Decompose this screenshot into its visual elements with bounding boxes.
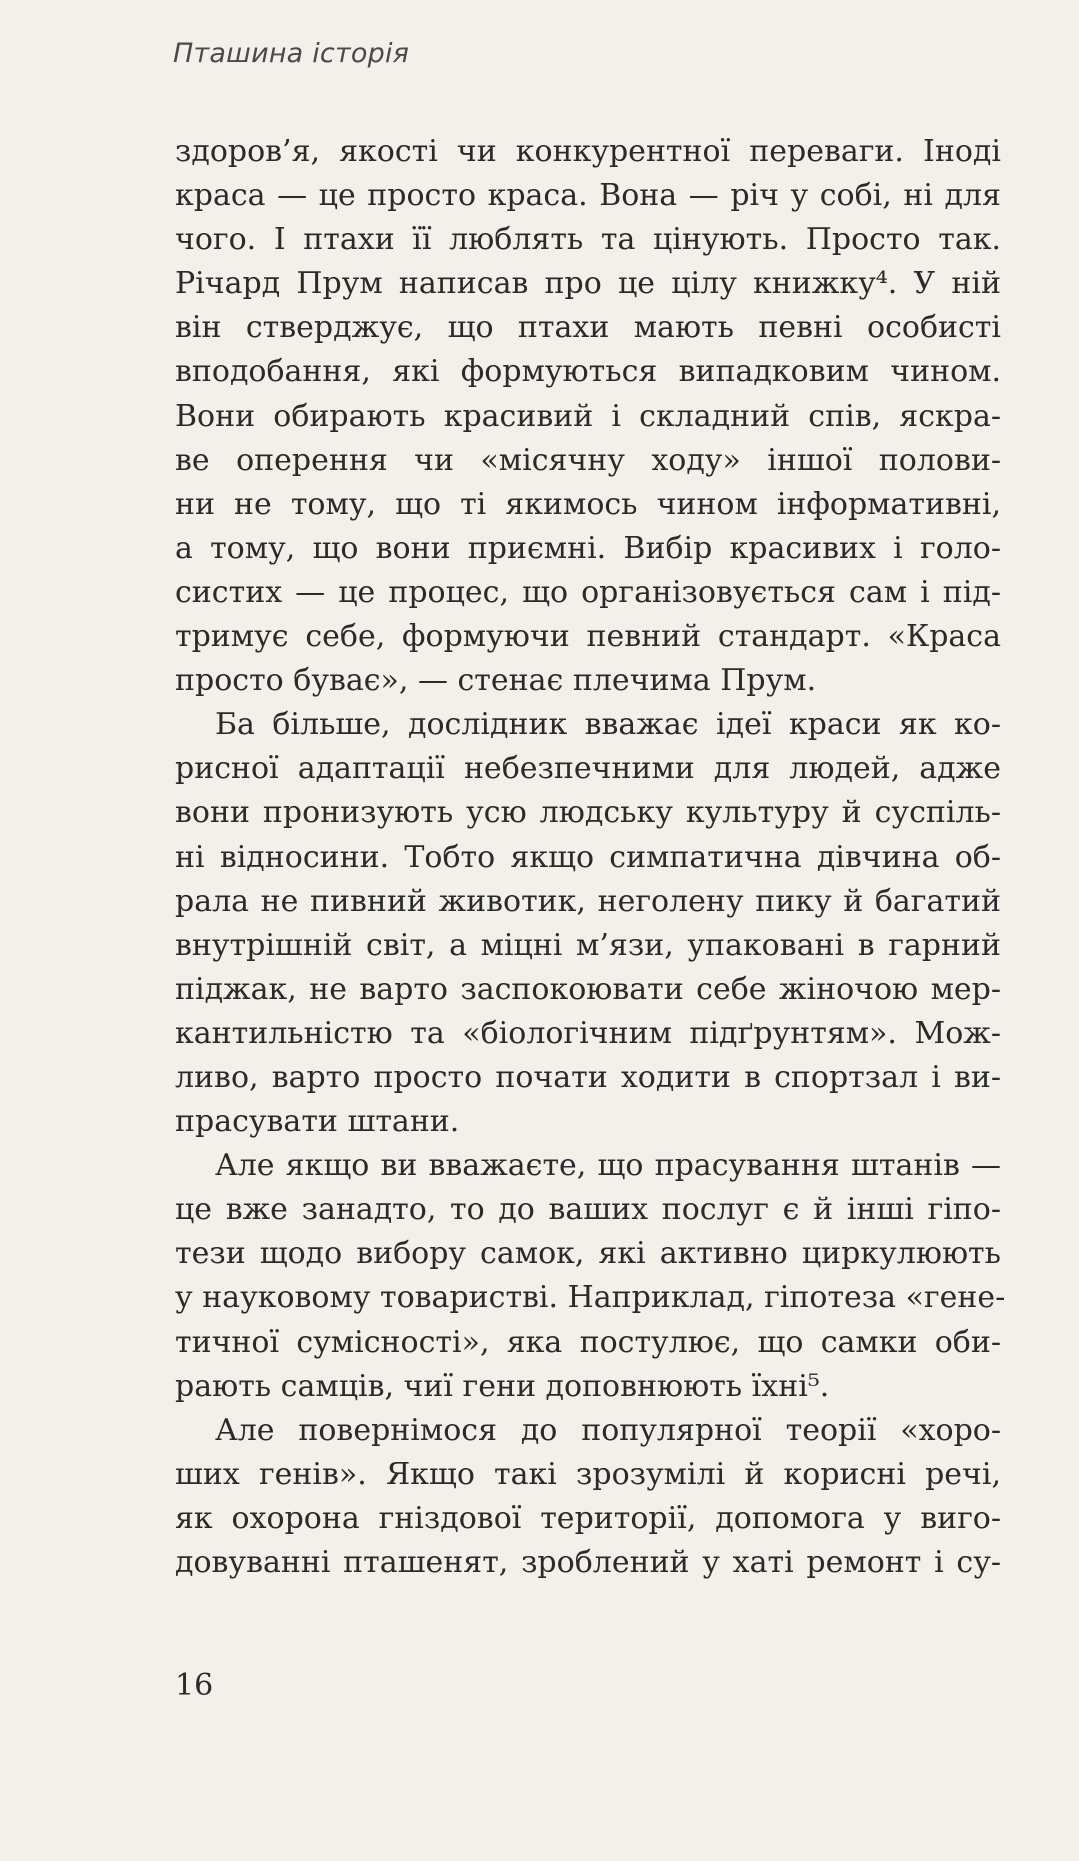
text-line: краса — це просто краса. Вона — річ у собі, ні для bbox=[175, 178, 1001, 214]
text-line: тичної сумісності», яка постулює, що самки оби- bbox=[175, 1324, 1001, 1360]
text-line: рала не пивний животик, неголену пику й багатий bbox=[175, 883, 1001, 919]
text-line: рисної адаптації небезпечними для людей, адже bbox=[175, 751, 1001, 787]
text-line: просто буває», — стенає плечима Прум. bbox=[175, 663, 817, 699]
text-line: тримує себе, формуючи певний стандарт. «Краса bbox=[175, 619, 1001, 655]
text-line: вони пронизують усю людську культуру й суспіль- bbox=[175, 795, 1001, 831]
text-line: Але якщо ви вважаєте, що прасування штанів — bbox=[215, 1148, 1001, 1184]
text-line: Вони обирають красивий і складний спів, яскра- bbox=[175, 398, 1001, 434]
text-line: ве оперення чи «місячну ходу» іншої полови- bbox=[175, 442, 1001, 478]
text-line: тези щодо вибору самок, які активно циркулюють bbox=[175, 1236, 1001, 1272]
text-line: довуванні пташенят, зроблений у хаті ремонт і су- bbox=[175, 1545, 1001, 1580]
text-line: здоров’я, якості чи конкурентної переваги. Іноді bbox=[175, 134, 1001, 169]
text-line: ших генів». Якщо такі зрозумілі й корисні речі, bbox=[175, 1456, 1001, 1492]
text-line: Але повернімося до популярної теорії «хоро- bbox=[215, 1412, 1001, 1448]
running-head-title: Пташина історія bbox=[173, 38, 410, 69]
page-number: 16 bbox=[175, 1668, 214, 1703]
text-line: систих — це процес, що організовується сам і під- bbox=[175, 574, 1001, 610]
text-line: Ба більше, дослідник вважає ідеї краси як ко- bbox=[215, 707, 1001, 743]
text-line: у науковому товаристві. Наприклад, гіпотеза «гене- bbox=[175, 1280, 1006, 1316]
text-line: рають самців, чиї гени доповнюють їхні⁵. bbox=[175, 1368, 830, 1404]
text-line: це вже занадто, то до ваших послуг є й інші гіпо- bbox=[175, 1192, 1001, 1228]
text-line: прасувати штани. bbox=[175, 1104, 460, 1140]
text-line: кантильністю та «біологічним підґрунтям». Мож- bbox=[175, 1015, 1001, 1051]
text-line: Річард Прум написав про це цілу книжку⁴. У ній bbox=[175, 266, 1001, 302]
page-body bbox=[175, 130, 1006, 1585]
text-line: ні відносини. Тобто якщо симпатична дівчина об- bbox=[175, 839, 1001, 875]
text-line: ни не тому, що ті якимось чином інформативні, bbox=[175, 486, 1001, 522]
text-line: як охорона гніздової території, допомога у виго- bbox=[175, 1500, 1001, 1536]
text-line: а тому, що вони приємні. Вибір красивих і голо- bbox=[175, 530, 1001, 566]
text-line: внутрішній світ, а міцні м’язи, упаковані в гарний bbox=[175, 927, 1001, 963]
text-line: ливо, варто просто почати ходити в спортзал і ви- bbox=[175, 1059, 1001, 1095]
text-line: чого. І птахи її люблять та цінують. Просто так. bbox=[175, 222, 1001, 258]
text-line: вподобання, які формуються випадковим чином. bbox=[175, 354, 1001, 390]
text-line: піджак, не варто заспокоювати себе жіночою мер- bbox=[175, 971, 1001, 1007]
text-line: він стверджує, що птахи мають певні особисті bbox=[175, 310, 1001, 346]
